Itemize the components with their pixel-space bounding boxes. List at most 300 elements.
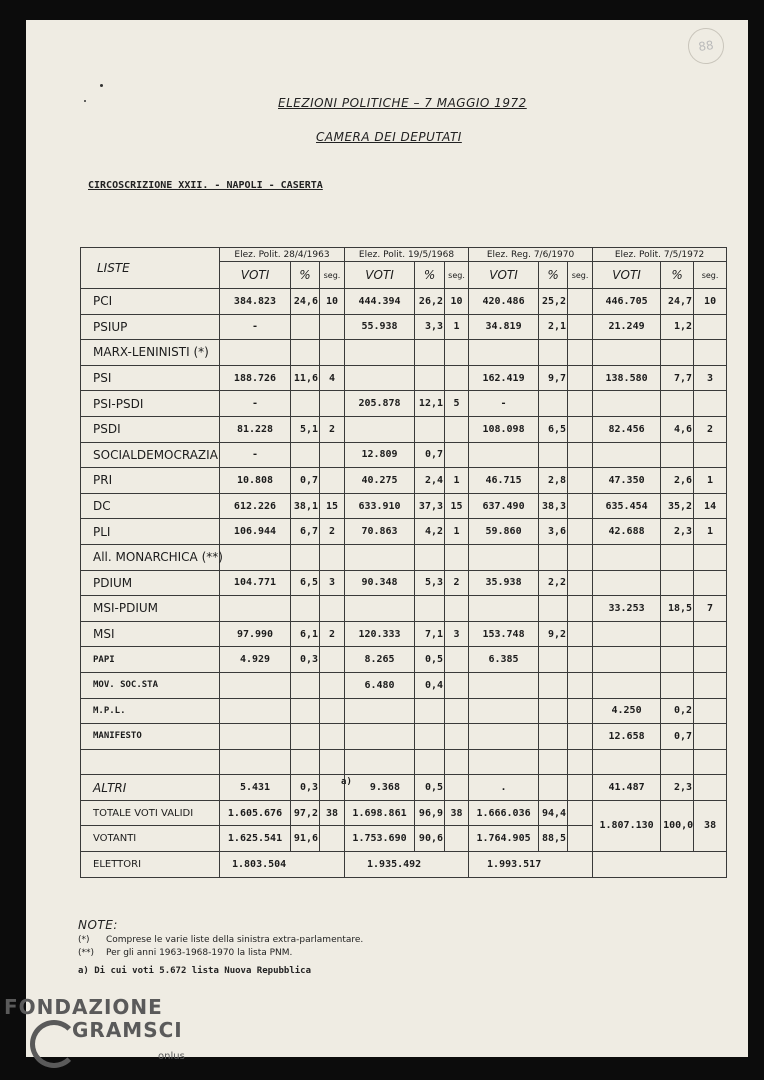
row-label: PDIUM bbox=[81, 570, 220, 596]
seg-col-header: seg. bbox=[568, 262, 593, 289]
note-1 bbox=[78, 935, 363, 945]
voti-col-header: VOTI bbox=[345, 262, 415, 289]
votes-cell bbox=[220, 724, 291, 750]
votes-cell: 444.394 bbox=[345, 289, 415, 315]
percent-cell bbox=[539, 724, 568, 750]
table-row bbox=[81, 468, 727, 494]
row-label: PCI bbox=[81, 289, 220, 315]
seats-cell bbox=[320, 749, 345, 775]
seats-cell bbox=[694, 314, 727, 340]
seats-cell: 1 bbox=[445, 314, 469, 340]
percent-cell: 2,4 bbox=[415, 468, 445, 494]
votes-cell bbox=[345, 544, 415, 570]
seats-cell: 2 bbox=[320, 519, 345, 545]
percent-cell bbox=[539, 544, 568, 570]
percent-cell: 6,5 bbox=[291, 570, 320, 596]
votes-cell bbox=[469, 442, 539, 468]
table-row bbox=[81, 724, 727, 750]
votes-cell: - bbox=[469, 391, 539, 417]
seats-cell bbox=[445, 442, 469, 468]
seats-cell bbox=[320, 314, 345, 340]
percent-cell: 2,6 bbox=[661, 468, 694, 494]
votes-cell: 420.486 bbox=[469, 289, 539, 315]
percent-cell: 0,7 bbox=[415, 442, 445, 468]
seats-cell bbox=[320, 672, 345, 698]
percent-cell bbox=[539, 775, 568, 801]
votes-cell: 10.808 bbox=[220, 468, 291, 494]
votes-cell: 4.929 bbox=[220, 647, 291, 673]
percent-cell: 38,1 bbox=[291, 493, 320, 519]
votes-cell bbox=[220, 544, 291, 570]
percent-cell: 12,1 bbox=[415, 391, 445, 417]
document-title: ELEZIONI POLITICHE – 7 MAGGIO 1972 bbox=[278, 96, 527, 110]
votes-cell: . bbox=[469, 775, 539, 801]
votes-cell bbox=[220, 698, 291, 724]
seats-cell bbox=[568, 416, 593, 442]
seats-cell: 3 bbox=[694, 365, 727, 391]
note-2 bbox=[78, 948, 363, 958]
seats-cell bbox=[694, 749, 727, 775]
votes-cell: 6.480 bbox=[345, 672, 415, 698]
row-label: PSDI bbox=[81, 416, 220, 442]
seats-cell: 3 bbox=[320, 570, 345, 596]
seg-col-header: seg. bbox=[694, 262, 727, 289]
seats-cell bbox=[568, 570, 593, 596]
votes-cell: 1.993.517 bbox=[469, 852, 593, 878]
percent-cell bbox=[291, 340, 320, 366]
percent-cell: 9,7 bbox=[539, 365, 568, 391]
row-label: VOTANTI bbox=[81, 826, 220, 852]
voti-col-header: VOTI bbox=[593, 262, 661, 289]
votes-cell: 612.226 bbox=[220, 493, 291, 519]
seats-cell bbox=[694, 647, 727, 673]
percent-cell bbox=[415, 596, 445, 622]
percent-cell bbox=[415, 698, 445, 724]
votes-cell bbox=[593, 544, 661, 570]
percent-cell: 0,7 bbox=[661, 724, 694, 750]
seats-cell bbox=[320, 647, 345, 673]
ink-speck bbox=[84, 100, 86, 102]
percent-cell: 26,2 bbox=[415, 289, 445, 315]
votes-cell bbox=[593, 340, 661, 366]
row-label: MSI-PDIUM bbox=[81, 596, 220, 622]
percent-cell bbox=[291, 698, 320, 724]
votes-cell: 5.431 bbox=[220, 775, 291, 801]
votes-cell bbox=[469, 749, 539, 775]
pct-col-header: % bbox=[291, 262, 320, 289]
percent-cell: 0,3 bbox=[291, 647, 320, 673]
percent-cell bbox=[661, 442, 694, 468]
seats-cell: 10 bbox=[694, 289, 727, 315]
votes-cell bbox=[593, 672, 661, 698]
row-label: PSI bbox=[81, 365, 220, 391]
percent-cell: 2,3 bbox=[661, 519, 694, 545]
percent-cell bbox=[661, 647, 694, 673]
votes-cell bbox=[469, 340, 539, 366]
percent-cell: 90,6 bbox=[415, 826, 445, 852]
pct-col-header: % bbox=[661, 262, 694, 289]
seats-cell bbox=[445, 724, 469, 750]
note-1-text: Comprese le varie liste della sinistra extra-parlamentare. bbox=[106, 935, 364, 945]
results-table bbox=[80, 247, 727, 878]
percent-cell: 25,2 bbox=[539, 289, 568, 315]
note-2-text: Per gli anni 1963-1968-1970 la lista PNM. bbox=[106, 948, 293, 958]
votes-cell bbox=[593, 647, 661, 673]
seats-cell: 1 bbox=[445, 468, 469, 494]
seats-cell bbox=[320, 596, 345, 622]
percent-cell bbox=[415, 749, 445, 775]
votes-cell bbox=[220, 672, 291, 698]
percent-cell bbox=[415, 544, 445, 570]
table-row bbox=[81, 519, 727, 545]
table-row bbox=[81, 672, 727, 698]
circoscrizione-label: CIRCOSCRIZIONE XXII. - NAPOLI - CASERTA bbox=[88, 180, 323, 191]
seats-cell bbox=[694, 621, 727, 647]
votes-cell: - bbox=[220, 314, 291, 340]
percent-cell bbox=[661, 570, 694, 596]
seg-col-header: seg. bbox=[445, 262, 469, 289]
seats-cell bbox=[694, 442, 727, 468]
seats-cell: 3 bbox=[445, 621, 469, 647]
row-label: All. MONARCHICA (**) bbox=[81, 544, 220, 570]
votes-cell bbox=[593, 749, 661, 775]
percent-cell bbox=[661, 621, 694, 647]
row-label: ALTRI bbox=[81, 775, 220, 801]
votes-cell bbox=[469, 724, 539, 750]
votes-cell: 12.809 bbox=[345, 442, 415, 468]
seats-cell: 2 bbox=[445, 570, 469, 596]
percent-cell: 1,2 bbox=[661, 314, 694, 340]
votes-cell bbox=[345, 340, 415, 366]
seats-cell bbox=[445, 416, 469, 442]
seats-cell bbox=[694, 340, 727, 366]
table-row bbox=[81, 621, 727, 647]
percent-cell: 2,8 bbox=[539, 468, 568, 494]
votes-cell: 637.490 bbox=[469, 493, 539, 519]
percent-cell bbox=[539, 596, 568, 622]
seats-cell bbox=[694, 544, 727, 570]
note-1-mark: (*) bbox=[78, 935, 90, 945]
seats-cell bbox=[568, 672, 593, 698]
votes-cell bbox=[593, 391, 661, 417]
votes-cell bbox=[345, 416, 415, 442]
table-row bbox=[81, 749, 727, 775]
table-row bbox=[81, 365, 727, 391]
table-row-totale bbox=[81, 800, 727, 826]
seats-cell bbox=[320, 442, 345, 468]
seats-cell bbox=[568, 775, 593, 801]
votes-cell: 205.878 bbox=[345, 391, 415, 417]
votes-cell: 35.938 bbox=[469, 570, 539, 596]
row-label: MARX-LENINISTI (*) bbox=[81, 340, 220, 366]
row-label: ELETTORI bbox=[81, 852, 220, 878]
votes-cell bbox=[220, 749, 291, 775]
votes-cell: 21.249 bbox=[593, 314, 661, 340]
votes-cell bbox=[469, 544, 539, 570]
percent-cell bbox=[661, 672, 694, 698]
percent-cell bbox=[415, 724, 445, 750]
seats-cell: 1 bbox=[694, 468, 727, 494]
votes-cell: 12.658 bbox=[593, 724, 661, 750]
seats-cell: 15 bbox=[445, 493, 469, 519]
seats-cell: 38 bbox=[320, 800, 345, 826]
votes-cell bbox=[345, 698, 415, 724]
percent-cell: 0,7 bbox=[291, 468, 320, 494]
percent-cell: 7,1 bbox=[415, 621, 445, 647]
percent-cell bbox=[539, 340, 568, 366]
votes-cell: 42.688 bbox=[593, 519, 661, 545]
percent-cell: 24,6 bbox=[291, 289, 320, 315]
percent-cell: 94,4 bbox=[539, 800, 568, 826]
seats-cell bbox=[445, 698, 469, 724]
percent-cell: 6,1 bbox=[291, 621, 320, 647]
seats-cell bbox=[694, 672, 727, 698]
note-2-mark: (**) bbox=[78, 948, 95, 958]
seats-cell bbox=[445, 647, 469, 673]
votes-cell: 104.771 bbox=[220, 570, 291, 596]
votes-cell: 162.419 bbox=[469, 365, 539, 391]
seats-cell bbox=[568, 621, 593, 647]
percent-cell bbox=[291, 544, 320, 570]
table-row bbox=[81, 698, 727, 724]
votes-cell bbox=[345, 596, 415, 622]
percent-cell bbox=[291, 672, 320, 698]
percent-cell bbox=[661, 340, 694, 366]
percent-cell: 35,2 bbox=[661, 493, 694, 519]
votes-cell: a) 9.368 bbox=[345, 775, 415, 801]
watermark-line-1: FONDAZIONE bbox=[4, 995, 163, 1019]
seats-cell bbox=[320, 468, 345, 494]
table-row bbox=[81, 493, 727, 519]
percent-cell bbox=[661, 749, 694, 775]
votes-cell: 1.803.504 bbox=[220, 852, 345, 878]
votes-cell: 138.580 bbox=[593, 365, 661, 391]
seats-cell bbox=[445, 749, 469, 775]
page-number-stamp: 88 bbox=[686, 26, 727, 67]
table-row bbox=[81, 289, 727, 315]
votes-cell: 70.863 bbox=[345, 519, 415, 545]
seats-cell: 2 bbox=[694, 416, 727, 442]
percent-cell: 5,1 bbox=[291, 416, 320, 442]
notes-header: NOTE: bbox=[78, 918, 118, 932]
seg-col-header: seg. bbox=[320, 262, 345, 289]
seats-cell bbox=[568, 340, 593, 366]
seats-cell bbox=[694, 775, 727, 801]
votes-cell bbox=[593, 570, 661, 596]
voti-col-header: VOTI bbox=[220, 262, 291, 289]
liste-header: LISTE bbox=[81, 248, 220, 289]
votes-cell: 120.333 bbox=[345, 621, 415, 647]
note-mark-a: a) bbox=[341, 777, 352, 788]
seats-cell bbox=[445, 340, 469, 366]
seats-cell: 10 bbox=[445, 289, 469, 315]
percent-cell: 7,7 bbox=[661, 365, 694, 391]
seats-cell: 15 bbox=[320, 493, 345, 519]
percent-cell: 5,3 bbox=[415, 570, 445, 596]
percent-cell: 6,5 bbox=[539, 416, 568, 442]
percent-cell bbox=[539, 647, 568, 673]
votes-cell bbox=[345, 749, 415, 775]
votes-cell: 6.385 bbox=[469, 647, 539, 673]
election-header-1968: Elez. Polit. 19/5/1968 bbox=[345, 248, 469, 262]
election-header-1970: Elez. Reg. 7/6/1970 bbox=[469, 248, 593, 262]
seats-cell: 1 bbox=[694, 519, 727, 545]
row-label bbox=[81, 749, 220, 775]
row-label: MANIFESTO bbox=[81, 724, 220, 750]
row-label: PSIUP bbox=[81, 314, 220, 340]
seats-cell bbox=[694, 724, 727, 750]
votes-cell: 446.705 bbox=[593, 289, 661, 315]
table-row bbox=[81, 570, 727, 596]
votes-cell: 90.348 bbox=[345, 570, 415, 596]
percent-cell bbox=[539, 442, 568, 468]
seats-cell: 2 bbox=[320, 416, 345, 442]
percent-cell: 4,6 bbox=[661, 416, 694, 442]
votes-cell: 153.748 bbox=[469, 621, 539, 647]
seats-cell: 2 bbox=[320, 621, 345, 647]
table-row bbox=[81, 314, 727, 340]
seats-cell bbox=[445, 775, 469, 801]
seats-cell bbox=[445, 365, 469, 391]
percent-cell: 100,0 bbox=[661, 800, 694, 851]
percent-cell bbox=[291, 724, 320, 750]
votes-cell: 1.666.036 bbox=[469, 800, 539, 826]
votes-cell: 97.990 bbox=[220, 621, 291, 647]
seats-cell bbox=[320, 544, 345, 570]
votes-cell: 81.228 bbox=[220, 416, 291, 442]
percent-cell bbox=[539, 698, 568, 724]
percent-cell: 96,9 bbox=[415, 800, 445, 826]
votes-cell: 34.819 bbox=[469, 314, 539, 340]
seats-cell bbox=[568, 544, 593, 570]
percent-cell: 0,5 bbox=[415, 775, 445, 801]
table-row bbox=[81, 442, 727, 468]
document-subtitle: CAMERA DEI DEPUTATI bbox=[316, 130, 462, 144]
votes-cell bbox=[593, 442, 661, 468]
percent-cell bbox=[291, 749, 320, 775]
seats-cell bbox=[568, 365, 593, 391]
pct-col-header: % bbox=[539, 262, 568, 289]
seats-cell bbox=[568, 647, 593, 673]
percent-cell bbox=[415, 365, 445, 391]
election-header-1972: Elez. Polit. 7/5/1972 bbox=[593, 248, 727, 262]
votes-cell: 82.456 bbox=[593, 416, 661, 442]
row-label: MOV. SOC.STA bbox=[81, 672, 220, 698]
watermark-logo-icon bbox=[30, 1020, 78, 1068]
votes-cell bbox=[345, 365, 415, 391]
percent-cell bbox=[415, 416, 445, 442]
percent-cell: 9,2 bbox=[539, 621, 568, 647]
seats-cell bbox=[568, 314, 593, 340]
percent-cell bbox=[415, 340, 445, 366]
votes-cell: - bbox=[220, 391, 291, 417]
row-label: TOTALE VOTI VALIDI bbox=[81, 800, 220, 826]
percent-cell: 24,7 bbox=[661, 289, 694, 315]
seats-cell bbox=[320, 724, 345, 750]
seats-cell bbox=[568, 468, 593, 494]
percent-cell: 0,5 bbox=[415, 647, 445, 673]
percent-cell: 0,3 bbox=[291, 775, 320, 801]
seats-cell bbox=[568, 391, 593, 417]
seats-cell bbox=[694, 698, 727, 724]
votes-cell: - bbox=[220, 442, 291, 468]
seats-cell: 38 bbox=[694, 800, 727, 851]
notes-section bbox=[78, 918, 363, 976]
seats-cell bbox=[568, 596, 593, 622]
percent-cell: 97,2 bbox=[291, 800, 320, 826]
seats-cell bbox=[445, 672, 469, 698]
seats-cell: 5 bbox=[445, 391, 469, 417]
seats-cell bbox=[445, 826, 469, 852]
votes-cell: 188.726 bbox=[220, 365, 291, 391]
seats-cell: 14 bbox=[694, 493, 727, 519]
votes-cell: 108.098 bbox=[469, 416, 539, 442]
votes-cell bbox=[345, 724, 415, 750]
percent-cell bbox=[291, 596, 320, 622]
seats-cell bbox=[694, 570, 727, 596]
row-label: SOCIALDEMOCRAZIA bbox=[81, 442, 220, 468]
table-row bbox=[81, 596, 727, 622]
percent-cell: 3,3 bbox=[415, 314, 445, 340]
percent-cell bbox=[539, 391, 568, 417]
votes-cell: 633.910 bbox=[345, 493, 415, 519]
watermark-line-3: onlus bbox=[158, 1051, 185, 1062]
percent-cell bbox=[661, 544, 694, 570]
percent-cell bbox=[539, 749, 568, 775]
percent-cell bbox=[539, 672, 568, 698]
percent-cell: 0,2 bbox=[661, 698, 694, 724]
row-label: PLI bbox=[81, 519, 220, 545]
seats-cell: 4 bbox=[320, 365, 345, 391]
seats-cell bbox=[568, 519, 593, 545]
pct-col-header: % bbox=[415, 262, 445, 289]
percent-cell bbox=[661, 391, 694, 417]
note-a: a) Di cui voti 5.672 lista Nuova Repubblica bbox=[78, 966, 311, 976]
seats-cell bbox=[568, 749, 593, 775]
votes-cell: 46.715 bbox=[469, 468, 539, 494]
percent-cell bbox=[291, 314, 320, 340]
votes-cell bbox=[469, 672, 539, 698]
percent-cell: 18,5 bbox=[661, 596, 694, 622]
votes-cell: 40.275 bbox=[345, 468, 415, 494]
row-label: PSI-PSDI bbox=[81, 391, 220, 417]
seats-cell bbox=[568, 442, 593, 468]
seats-cell bbox=[568, 724, 593, 750]
votes-cell: 1.605.676 bbox=[220, 800, 291, 826]
votes-cell: 1.935.492 bbox=[345, 852, 469, 878]
percent-cell: 6,7 bbox=[291, 519, 320, 545]
votes-cell: 59.860 bbox=[469, 519, 539, 545]
percent-cell: 88,5 bbox=[539, 826, 568, 852]
votes-cell: 1.625.541 bbox=[220, 826, 291, 852]
voti-col-header: VOTI bbox=[469, 262, 539, 289]
ink-speck bbox=[100, 84, 103, 87]
votes-cell: 1.764.905 bbox=[469, 826, 539, 852]
votes-cell: 635.454 bbox=[593, 493, 661, 519]
seats-cell bbox=[568, 826, 593, 852]
percent-cell: 37,3 bbox=[415, 493, 445, 519]
votes-cell: 1.753.690 bbox=[345, 826, 415, 852]
votes-cell bbox=[593, 621, 661, 647]
election-header-1963: Elez. Polit. 28/4/1963 bbox=[220, 248, 345, 262]
percent-cell: 11,6 bbox=[291, 365, 320, 391]
percent-cell: 4,2 bbox=[415, 519, 445, 545]
table-row-altri bbox=[81, 775, 727, 801]
votes-cell bbox=[593, 852, 727, 878]
seats-cell bbox=[568, 289, 593, 315]
table-row bbox=[81, 416, 727, 442]
votes-cell bbox=[220, 340, 291, 366]
